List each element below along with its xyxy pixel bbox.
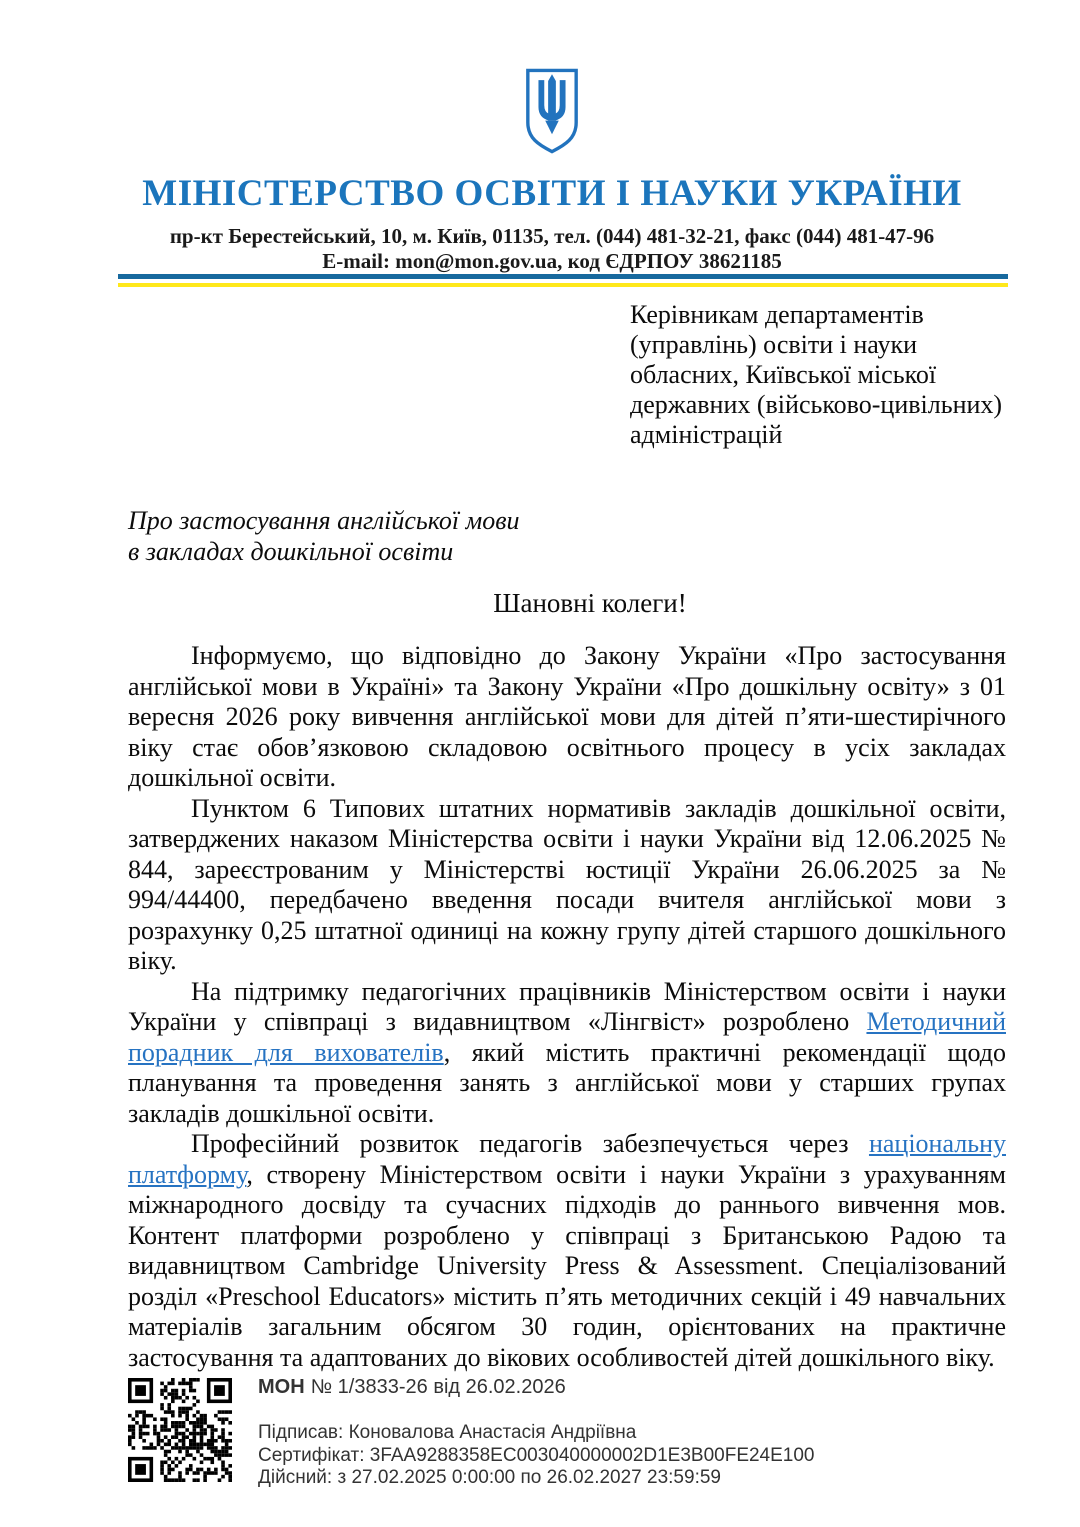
certificate-line: Сертифікат: 3FAA9288358EC003040000002D1E3B00FE24E100 [258, 1444, 815, 1466]
subject-line-2: в закладах дошкільної освіти [128, 537, 454, 566]
ministry-address [24, 224, 1080, 274]
greeting: Шановні колеги! [493, 588, 687, 618]
qr-code-icon [128, 1378, 232, 1482]
address-line-2: E-mail: mon@mon.gov.ua, код ЄДРПОУ 38621185 [322, 249, 782, 273]
paragraph [128, 794, 1006, 977]
ukraine-trident-icon [523, 64, 581, 158]
ministry-name: МІНІСТЕРСТВО ОСВІТИ І НАУКИ УКРАЇНИ [142, 173, 962, 214]
signer-line: Підписав: Коновалова Анастасія Андріївна [258, 1422, 637, 1443]
paragraph-text: , створену Міністерством освіти і науки України з урахуванням міжнародного досвіду та сучасних підходів до раннього вивчення мов. Контент платформи розроблено у співпраці з Британською Радою та видавництвом Cambridge University Press & Assessment. Спеціалізований розділ «Preschool Educators» містить п’ять методичних секцій і 49 навчальних матеріалів загальним обсягом 30 годин, орієнтованих на практичне застосування та адаптованих до вікових особливостей дітей дошкільного віку. [128, 1159, 1006, 1372]
paragraph [128, 977, 1006, 1130]
org-abbr: МОН [258, 1376, 305, 1398]
national-platform-link[interactable]: національну платформу [128, 1129, 1006, 1189]
recipient-block [630, 300, 1020, 450]
paragraph-text: Інформуємо, що відповідно до Закону України «Про застосування англійської мови в Україні» та Закону України «Про дошкільну освіту» з 01 вересня 2026 року вивчення англійської мови для дітей п’яти-шестирічного віку стає обов’язковою складовою освітнього процесу в усіх закладах дошкільної освіти. [128, 641, 1006, 792]
signature-stamp [128, 1374, 828, 1494]
paragraph-text: Пунктом 6 Типових штатних нормативів закладів дошкільної освіти, затверджених наказом Міністерства освіти і науки України від 12.06.2025 № 844, зареєстрованим у Міністерстві юстиції України 26.06.2025 за № 994/44400, передбачено введення посади вчителя англійської мови з розрахунку 0,25 штатної одиниці на кожну групу дітей старшого дошкільного віку. [128, 793, 1006, 975]
methodical-guide-link[interactable]: Методичний порадник для вихователів [128, 1007, 1006, 1067]
flag-separator [118, 274, 1008, 287]
doc-number: № 1/3833-26 від 26.02.2026 [310, 1376, 566, 1398]
paragraph-text: , який містить практичні рекомендації щодо планування та проведення занять з англійської мови у старших групах закладів дошкільної освіти. [128, 1037, 1006, 1128]
recipient-line: адміністрацій [630, 420, 783, 449]
subject-block [128, 505, 728, 567]
paragraph-text: На підтримку педагогічних працівників Міністерством освіти і науки України у співпраці з видавництвом «Лінгвіст» розроблено [128, 976, 1006, 1036]
separator-yellow-line [118, 283, 1008, 287]
recipient-line: державних (військово-цивільних) [630, 390, 1003, 419]
recipient-line: Керівникам департаментів [630, 300, 924, 329]
document-number-line [258, 1376, 566, 1399]
paragraph-text: Професійний розвиток педагогів забезпечується через [191, 1129, 869, 1158]
address-line-1: пр-кт Берестейський, 10, м. Київ, 01135, тел. (044) 481-32-21, факс (044) 481-47-96 [169, 224, 935, 248]
recipient-line: (управлінь) освіти і науки [630, 330, 918, 359]
recipient-line: обласних, Київської міської [630, 360, 937, 389]
signature-details [258, 1422, 815, 1490]
validity-line: Дійсний: з 27.02.2025 0:00:00 по 26.02.2027 23:59:59 [258, 1467, 721, 1488]
paragraph [128, 1129, 1006, 1373]
paragraph [128, 641, 1006, 794]
subject-line-1: Про застосування англійської мови [128, 506, 520, 535]
body-paragraphs [128, 641, 1006, 1373]
